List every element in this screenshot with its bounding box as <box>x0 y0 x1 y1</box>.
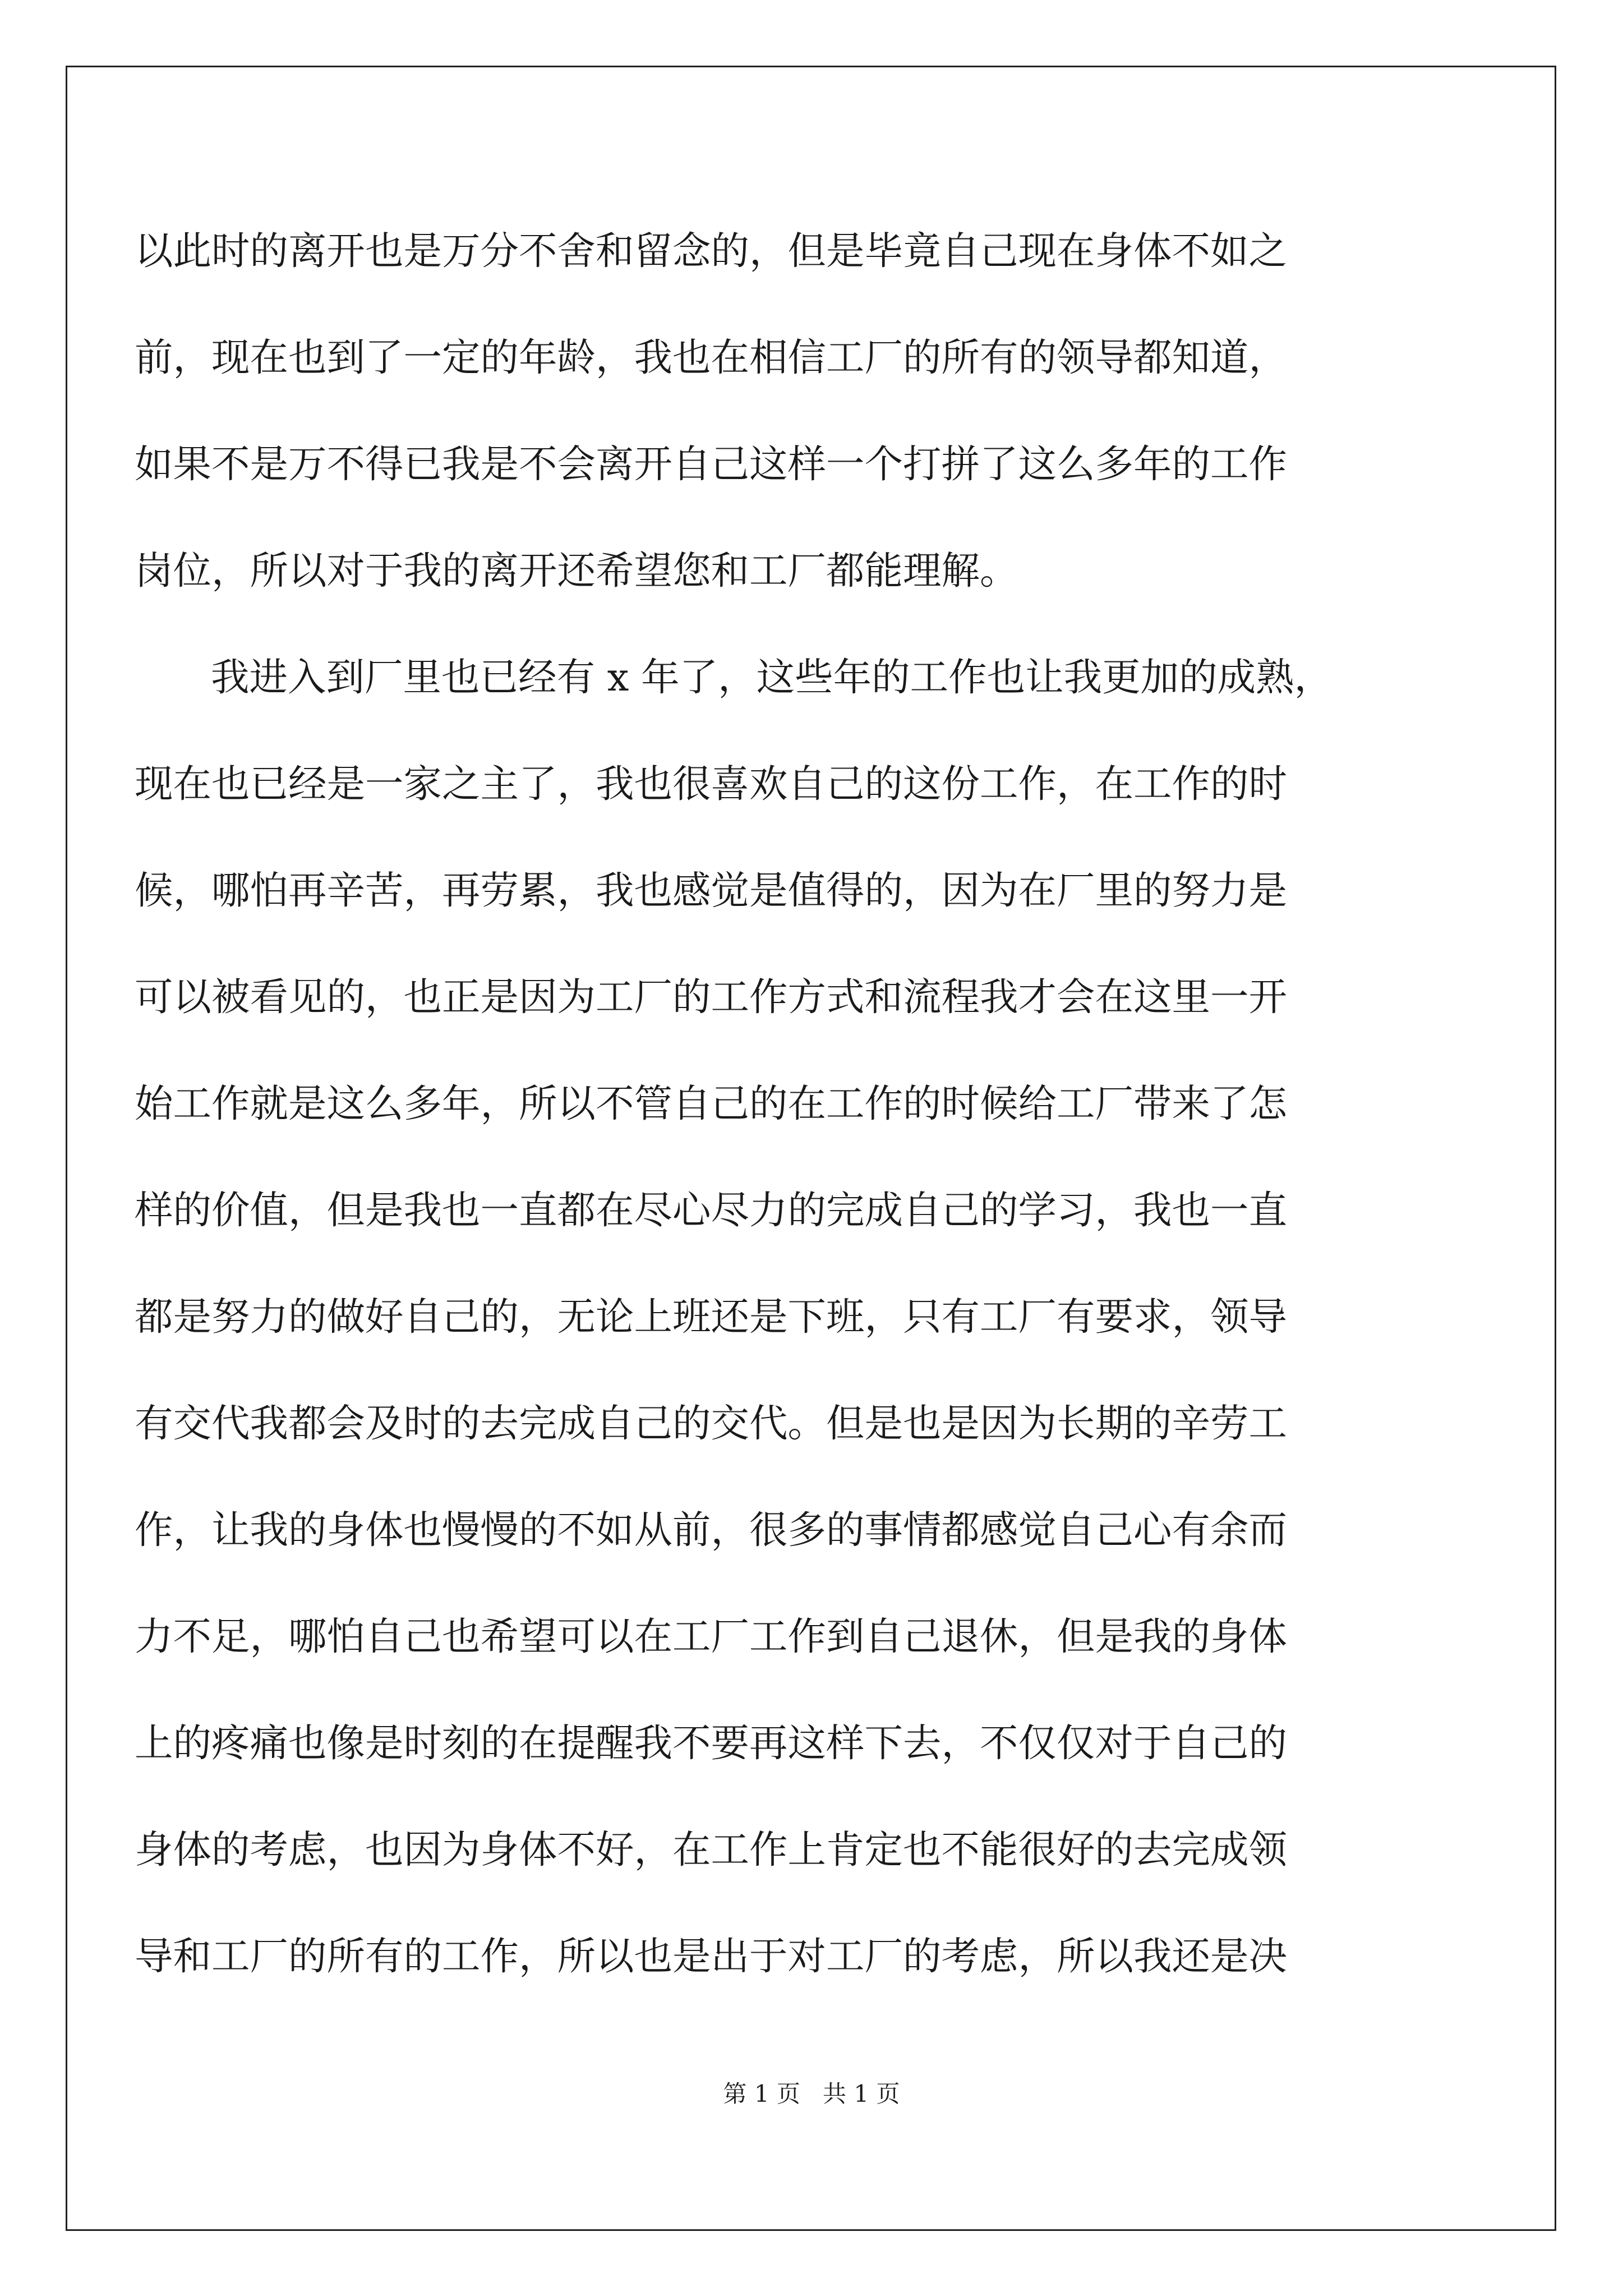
text-line: 导和工厂的所有的工作，所以也是出于对工厂的考虑，所以我还是决 <box>135 1934 1288 1979</box>
text-line: 如果不是万不得已我是不会离开自己这样一个打拼了这么多年的工作 <box>135 442 1288 487</box>
text-line: 前，现在也到了一定的年龄，我也在相信工厂的所有的领导都知道， <box>135 335 1288 380</box>
text-line: 现在也已经是一家之主了，我也很喜欢自己的这份工作，在工作的时 <box>135 762 1288 807</box>
text-line: 有交代我都会及时的去完成自己的交代。但是也是因为长期的辛劳工 <box>135 1401 1288 1446</box>
text-line: 都是努力的做好自己的，无论上班还是下班，只有工厂有要求，领导 <box>135 1295 1288 1340</box>
text-line: 作，让我的身体也慢慢的不如从前，很多的事情都感觉自己心有余而 <box>135 1508 1288 1553</box>
text-line: 可以被看见的，也正是因为工厂的工作方式和流程我才会在这里一开 <box>135 975 1288 1020</box>
text-line: 身体的考虑，也因为身体不好，在工作上肯定也不能很好的去完成领 <box>135 1828 1288 1872</box>
text-line: 始工作就是这么多年，所以不管自己的在工作的时候给工厂带来了怎 <box>135 1082 1288 1126</box>
text-line: 样的价值，但是我也一直都在尽心尽力的完成自己的学习，我也一直 <box>135 1188 1288 1233</box>
page-number-footer: 第 1 页 共 1 页 <box>723 2080 900 2108</box>
text-line: 力不足，哪怕自己也希望可以在工厂工作到自己退休，但是我的身体 <box>135 1614 1288 1659</box>
text-line: 以此时的离开也是万分不舍和留念的，但是毕竟自己现在身体不如之 <box>135 229 1288 274</box>
text-line: 岗位，所以对于我的离开还希望您和工厂都能理解。 <box>135 549 1018 593</box>
text-line: 上的疼痛也像是时刻的在提醒我不要再这样下去，不仅仅对于自己的 <box>135 1721 1288 1766</box>
paragraph-first-line: 我进入到厂里也已经有 x 年了，这些年的工作也让我更加的成熟， <box>211 655 1333 700</box>
text-line: 候，哪怕再辛苦，再劳累，我也感觉是值得的，因为在厂里的努力是 <box>135 868 1288 913</box>
